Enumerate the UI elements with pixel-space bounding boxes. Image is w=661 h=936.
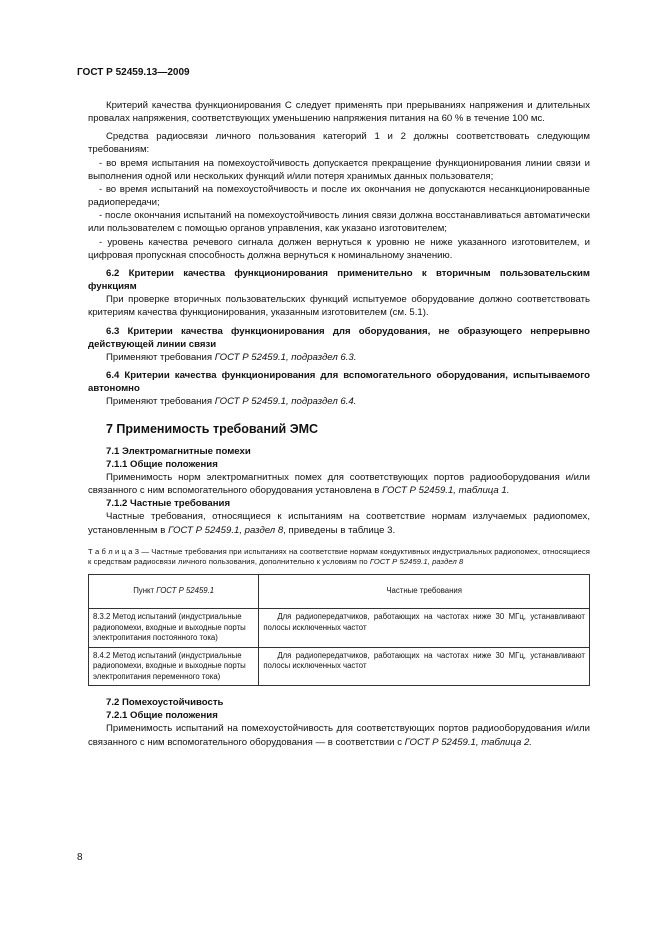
text: Применяют требования: [106, 351, 215, 363]
section-heading-7-2-1: 7.2.1 Общие положения: [106, 710, 218, 722]
section-heading-6-4: 6.4 Критерии качества функционирования для вспомогательного оборудования, испытываемого автономно: [88, 369, 590, 395]
paragraph: При проверке вторичных пользовательских функций испытуемое оборудование должно соответствовать критериям качества функционирования, указанным изготовителем (см. 5.1).: [88, 294, 590, 319]
section-heading-7-1-2: 7.1.2 Частные требования: [106, 498, 231, 510]
text: Применяют требования: [106, 396, 215, 408]
paragraph: Критерий качества функционирования С следует применять при прерываниях напряжения и длительных провалах напряжения, соответствующих уменьшению напряжения питания на 60 % в течение 100 мс.: [88, 100, 590, 125]
standard-reference: ГОСТ Р 52459.1, раздел 8: [369, 557, 464, 567]
table-row: [89, 647, 590, 686]
section-heading-7-1-1: 7.1.1 Общие положения: [106, 458, 218, 470]
table-cell-requirement: Для радиопередатчиков, работающих на частотах ниже 30 МГц, устанавливают полосы исключенных частот: [259, 609, 590, 648]
standard-reference: ГОСТ Р 52459.1, подраздел 6.4.: [214, 396, 357, 408]
paragraph: [88, 510, 590, 536]
table-header-row: [89, 575, 590, 609]
paragraph: [88, 722, 590, 748]
list-item: - уровень качества речевого сигнала должен вернуться к уровню не ниже указанного изготовителем, и цифровая пропускная способность должна вернуться к номинальному значению.: [88, 236, 590, 261]
requirements-table: [88, 574, 590, 686]
section-title-7: 7 Применимость требований ЭМС: [106, 422, 319, 437]
table-cell-item: 8.4.2 Метод испытаний (индустриальные радиопомехи, входные и выходные порты электропитания переменного тока): [89, 647, 259, 686]
standard-reference: ГОСТ Р 52459.1, подраздел 6.3.: [214, 351, 357, 363]
section-heading-7-2: 7.2 Помехоустойчивость: [106, 697, 224, 709]
column-header-requirements: Частные требования: [259, 575, 590, 609]
text: , приведены в таблице 3.: [283, 524, 396, 536]
paragraph: [88, 395, 590, 408]
page-number: 8: [77, 852, 83, 863]
paragraph: Средства радиосвязи личного пользования категорий 1 и 2 должны соответствовать следующим требованиям:: [88, 131, 590, 156]
list-item: - во время испытания на помехоустойчивость допускается прекращение функционирования линии связи и выполнения одной или нескольких функций и/или потеря хранимых данных пользователя;: [88, 157, 590, 182]
header-text: Пункт: [133, 586, 157, 596]
standard-reference: ГОСТ Р 52459.1, таблица 2.: [404, 736, 532, 748]
paragraph: [88, 471, 590, 497]
document-header: ГОСТ Р 52459.13—2009: [77, 67, 190, 78]
text: Применимость норм электромагнитных помех для соответствующих портов радиооборудования и/или связанного с ним вспомогательного оборудования установлена в: [88, 471, 590, 497]
list-item: - после окончания испытаний на помехоустойчивость линия связи должна восстанавливаться автоматически или пользователем с помощью органов управления, как указано изготовителем;: [88, 210, 590, 235]
column-header-item: [89, 575, 259, 609]
document-body: [88, 99, 590, 749]
table-row: [89, 609, 590, 648]
standard-reference: ГОСТ Р 52459.1, таблица 1.: [382, 485, 510, 497]
table-cell-item: 8.3.2 Метод испытаний (индустриальные радиопомехи, входные и выходные порты электропитания постоянного тока): [89, 609, 259, 648]
list-item: - во время испытаний на помехоустойчивость и после их окончания не допускаются несанкционированные радиопередачи;: [88, 183, 590, 209]
paragraph: [88, 351, 590, 364]
table-cell-requirement: Для радиопередатчиков, работающих на частотах ниже 30 МГц, устанавливают полосы исключенных частот: [259, 647, 590, 686]
text: Применимость испытаний на помехоустойчивость для соответствующих портов радиооборудования и/или связанного с ним вспомогательного оборудования — в соответствии с: [88, 723, 590, 748]
section-heading-6-3: 6.3 Критерии качества функционирования для оборудования, не образующего непрерывно действующей линии связи: [88, 325, 590, 350]
table-caption: [88, 547, 590, 568]
section-heading-6-2: 6.2 Критерии качества функционирования применительно к вторичным пользовательским функциям: [88, 267, 590, 293]
text: Частные требования, относящиеся к испытаниям на соответствие нормам излучаемых радиопомех, установленным в: [88, 511, 590, 536]
standard-reference: ГОСТ Р 52459.1, раздел 8: [168, 524, 284, 536]
section-heading-7-1: 7.1 Электромагнитные помехи: [106, 445, 251, 457]
standard-reference: ГОСТ Р 52459.1: [156, 586, 215, 596]
caption-text: Т а б л и ц а 3 — Частные требования при испытаниях на соответствие нормам кондуктивных индустриальных радиопомех, относящиеся к средствам радиосвязи личного пользования, дополнительно к условиям по: [88, 546, 590, 567]
